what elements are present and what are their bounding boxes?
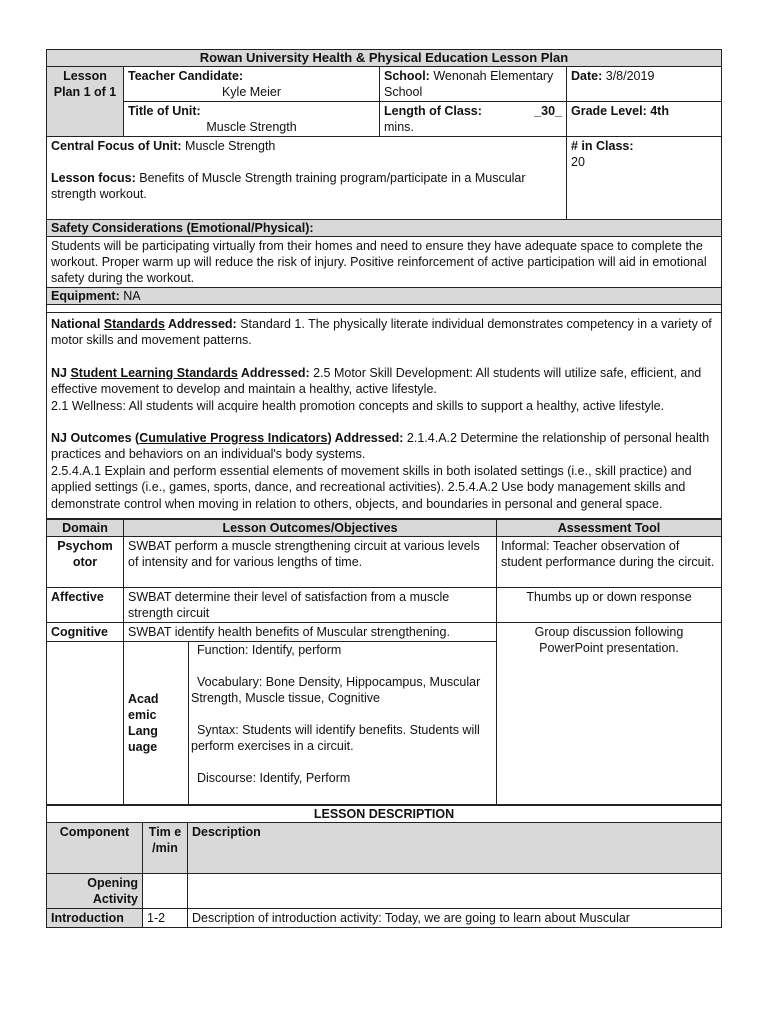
lesson-plan-number [47, 67, 124, 137]
domain-cell: Cognitive [47, 623, 124, 642]
in-class-label: # in Class: [571, 139, 634, 153]
academic-language-table [124, 642, 496, 804]
assessment-cell: Informal: Teacher observation of student performance during the circuit. [497, 537, 722, 588]
outcome-cell: SWBAT determine their level of satisfaction from a muscle strength circuit [124, 588, 497, 623]
date-label: Date: [571, 69, 603, 83]
objectives-table [46, 519, 722, 805]
length-unit: mins. [384, 120, 414, 134]
lesson-plan-label: Lesson Plan 1 of 1 [53, 69, 117, 99]
table-row [47, 537, 722, 588]
lesson-description-title: LESSON DESCRIPTION [47, 806, 722, 823]
table-row [47, 588, 722, 623]
nj-standards-prefix: NJ [51, 365, 71, 380]
table-row [47, 623, 722, 642]
length-value: _30_ [534, 104, 562, 118]
academic-language-label: Acad emic Lang uage [124, 642, 189, 804]
description-cell [188, 874, 722, 909]
description-header: Description [188, 823, 722, 874]
date-value: 3/8/2019 [605, 69, 655, 83]
grade-level: Grade Level: 4th [567, 102, 722, 137]
nj-outcomes-link: Cumulative Progress Indicators [139, 431, 328, 446]
nj-outcomes-prefix: NJ Outcomes ( [51, 431, 140, 446]
component-header: Component [47, 823, 143, 874]
time-header: Tim e /min [143, 823, 188, 874]
school-value: Wenonah Elementary School [384, 69, 554, 99]
table-row [47, 874, 722, 909]
safety-text: Students will be participating virtually from their homes and need to ensure they have adequate space to complete the workout. Proper warm up will reduce the risk of injury. Positive reinforcement of active participation will aid in emotional safety during the workout. [47, 237, 722, 288]
nj-standards-link: Student Learning Standards [70, 365, 238, 380]
syntax-text: Syntax: Students will identify benefits. Students will perform exercises in a circuit. [191, 723, 480, 754]
nj-standards-wellness: 2.1 Wellness: All students will acquire health promotion concepts and skills to support a healthy, active lifestyle. [51, 398, 665, 413]
length-label: Length of Class: [384, 104, 482, 118]
vocabulary-text: Vocabulary: Bone Density, Hippocampus, Muscular Strength, Muscle tissue, Cognitive [191, 675, 481, 706]
safety-label: Safety Considerations (Emotional/Physical): [47, 220, 722, 237]
outcomes-header: Lesson Outcomes/Objectives [124, 520, 497, 537]
national-standards-link: Standards [103, 317, 165, 331]
assessment-cell: Group discussion following PowerPoint presentation. [497, 623, 722, 805]
discourse-text: Discourse: Identify, Perform [197, 771, 351, 786]
national-standards-prefix: National [51, 317, 104, 331]
lesson-info-table [46, 49, 722, 519]
spacer-row [47, 305, 722, 313]
equipment-label: Equipment: [51, 289, 120, 303]
central-focus-value: Muscle Strength [185, 139, 276, 153]
in-class-value: 20 [571, 155, 585, 169]
time-cell: 1-2 [143, 909, 188, 928]
assessment-cell: Thumbs up or down response [497, 588, 722, 623]
outcome-cell: SWBAT perform a muscle strengthening circuit at various levels of intensity and for various lengths of time. [124, 537, 497, 588]
domain-header: Domain [47, 520, 124, 537]
standards-section [47, 313, 722, 519]
lesson-description-table [46, 805, 722, 928]
lesson-focus-label: Lesson focus: [51, 171, 136, 185]
lesson-focus-value: Benefits of Muscle Strength training program/participate in a Muscular strength workout. [51, 171, 526, 201]
nj-standards-text: 2.5 Motor Skill Development: All students will utilize safe, efficient, and effective movement to develop and maintain a healthy, active lifestyle. [51, 365, 702, 397]
central-focus-label: Central Focus of Unit: [51, 139, 182, 153]
national-standards-suffix: Addressed: [164, 317, 237, 331]
description-cell: Description of introduction activity: Today, we are going to learn about Muscular [188, 909, 722, 928]
lesson-plan-document [46, 49, 721, 928]
domain-cell: Psychom otor [47, 537, 124, 588]
unit-value: Muscle Strength [206, 120, 297, 134]
assessment-header: Assessment Tool [497, 520, 722, 537]
teacher-label: Teacher Candidate: [128, 69, 244, 83]
nj-outcomes-text-2: 2.5.4.A.1 Explain and perform essential elements of movement skills in both isolated settings (i.e., skill practice) and applied settings (i.e., games, sports, dance, and recreational activities). 2.5.4.A.2 Use body management skills and demonstrate control when moving in relation to others, objects, and boundaries in personal and general space. [51, 463, 692, 511]
nj-outcomes-text: 2.1.4.A.2 Determine the relationship of personal health practices and behaviors on an individual's body systems. [51, 431, 710, 462]
document-title: Rowan University Health & Physical Education Lesson Plan [47, 50, 722, 67]
nj-outcomes-suffix: ) Addressed: [327, 431, 404, 446]
nj-standards-suffix: Addressed: [237, 365, 310, 380]
domain-cell: Affective [47, 588, 124, 623]
national-standards-text: Standard 1. The physically literate individual demonstrates competency in a variety of motor skills and movement patterns. [51, 317, 712, 348]
function-text: Function: Identify, perform [197, 643, 342, 658]
school-label: School: [384, 69, 430, 83]
unit-label: Title of Unit: [128, 104, 201, 118]
outcome-cell: SWBAT identify health benefits of Muscular strengthening. [124, 623, 497, 642]
time-cell [143, 874, 188, 909]
component-cell: Introduction [47, 909, 143, 928]
teacher-value: Kyle Meier [221, 85, 282, 99]
component-cell: Opening Activity [47, 874, 143, 909]
table-row [47, 909, 722, 928]
equipment-value: NA [123, 289, 141, 303]
